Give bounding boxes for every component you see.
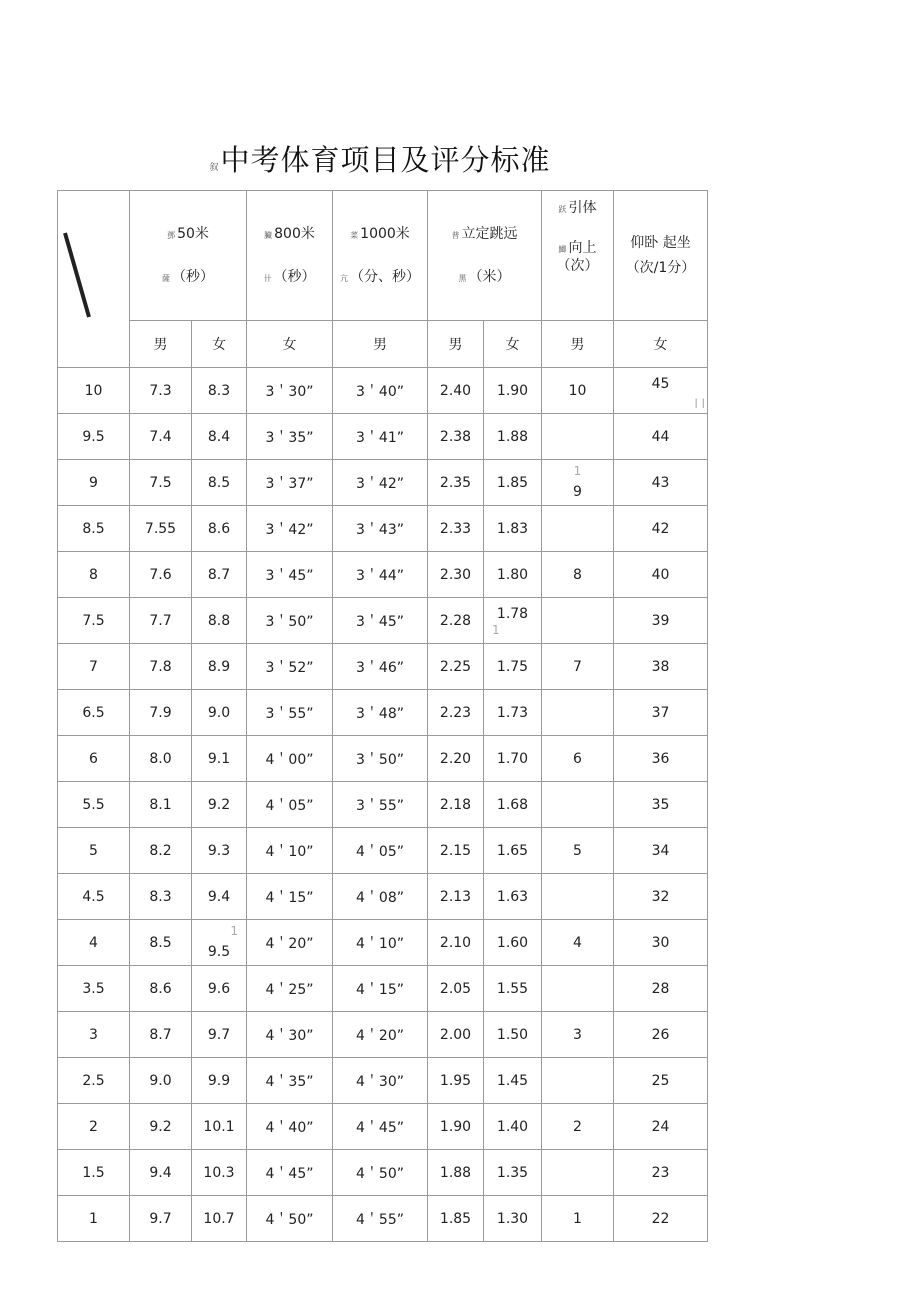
- female-50m-cell: 9.7: [192, 1012, 247, 1058]
- female-jump-cell: 1.88: [484, 414, 542, 460]
- male-1000m-cell: 3＇44”: [333, 552, 428, 598]
- stray-mark: 1: [230, 924, 238, 938]
- female-jump-cell: 1.45: [484, 1058, 542, 1104]
- title-block: [0, 138, 760, 179]
- table-row: [58, 1012, 708, 1058]
- male-pullup-cell: [542, 782, 614, 828]
- male-50m-cell: 8.5: [130, 920, 192, 966]
- diagonal-slash-icon: [62, 231, 92, 321]
- female-50m-cell: 9.1: [192, 736, 247, 782]
- header-pullup: 跃 引体 鯽 向上 （次）: [542, 191, 614, 321]
- female-situp-cell: 23: [614, 1150, 708, 1196]
- score-table: [57, 190, 708, 1242]
- female-jump-cell: 1.78 1: [484, 598, 542, 644]
- female-50m-cell: 9.2: [192, 782, 247, 828]
- gender-label: 男: [333, 321, 428, 368]
- female-50m-cell: 8.8: [192, 598, 247, 644]
- gender-label: 女: [192, 321, 247, 368]
- table-row: [58, 1104, 708, 1150]
- table-row: [58, 966, 708, 1012]
- female-situp-cell: 24: [614, 1104, 708, 1150]
- female-800m-cell: 3＇37”: [247, 460, 333, 506]
- female-800m-cell: 3＇45”: [247, 552, 333, 598]
- male-50m-cell: 8.7: [130, 1012, 192, 1058]
- female-jump-cell: 1.55: [484, 966, 542, 1012]
- header-row-gender: [58, 321, 708, 368]
- male-50m-cell: 7.4: [130, 414, 192, 460]
- female-situp-cell: 39: [614, 598, 708, 644]
- female-jump-cell: 1.30: [484, 1196, 542, 1242]
- header-row-items: [58, 191, 708, 321]
- female-situp-cell: 22: [614, 1196, 708, 1242]
- female-jump-cell: 1.60: [484, 920, 542, 966]
- header-situp: 仰卧 起坐 （次/1分）: [614, 191, 708, 321]
- male-50m-cell: 8.1: [130, 782, 192, 828]
- female-situp-cell: 44: [614, 414, 708, 460]
- male-pullup-cell: 4: [542, 920, 614, 966]
- male-pullup-cell: [542, 506, 614, 552]
- female-50m-cell: 8.7: [192, 552, 247, 598]
- female-situp-cell: 28: [614, 966, 708, 1012]
- male-50m-cell: 8.6: [130, 966, 192, 1012]
- score-cell: 1: [58, 1196, 130, 1242]
- male-1000m-cell: 4＇05”: [333, 828, 428, 874]
- header-run800: 臟 800米 卄 （秒）: [247, 191, 333, 321]
- female-50m-cell: 8.5: [192, 460, 247, 506]
- male-pullup-cell: [542, 414, 614, 460]
- score-cell: 5.5: [58, 782, 130, 828]
- female-situp-cell: 42: [614, 506, 708, 552]
- table-row: [58, 1058, 708, 1104]
- male-50m-cell: 7.6: [130, 552, 192, 598]
- table-row: [58, 782, 708, 828]
- male-1000m-cell: 4＇20”: [333, 1012, 428, 1058]
- male-1000m-cell: 3＇46”: [333, 644, 428, 690]
- female-800m-cell: 4＇40”: [247, 1104, 333, 1150]
- female-situp-cell: 40: [614, 552, 708, 598]
- male-50m-cell: 7.9: [130, 690, 192, 736]
- female-800m-cell: 4＇10”: [247, 828, 333, 874]
- male-50m-cell: 9.4: [130, 1150, 192, 1196]
- score-cell: 8: [58, 552, 130, 598]
- male-jump-cell: 2.13: [428, 874, 484, 920]
- male-1000m-cell: 3＇40”: [333, 368, 428, 414]
- female-800m-cell: 4＇15”: [247, 874, 333, 920]
- table-row: [58, 368, 708, 414]
- female-situp-cell: 38: [614, 644, 708, 690]
- female-800m-cell: 4＇20”: [247, 920, 333, 966]
- male-1000m-cell: 3＇42”: [333, 460, 428, 506]
- female-situp-cell: 25: [614, 1058, 708, 1104]
- male-50m-cell: 8.0: [130, 736, 192, 782]
- female-50m-cell: 9.6: [192, 966, 247, 1012]
- male-pullup-cell: [542, 690, 614, 736]
- table-row: [58, 874, 708, 920]
- gender-label: 男: [130, 321, 192, 368]
- gender-label: 女: [484, 321, 542, 368]
- male-jump-cell: 2.35: [428, 460, 484, 506]
- male-50m-cell: 9.0: [130, 1058, 192, 1104]
- male-1000m-cell: 3＇48”: [333, 690, 428, 736]
- female-jump-cell: 1.35: [484, 1150, 542, 1196]
- female-jump-cell: 1.90: [484, 368, 542, 414]
- female-800m-cell: 3＇50”: [247, 598, 333, 644]
- male-1000m-cell: 4＇08”: [333, 874, 428, 920]
- female-situp-cell: 34: [614, 828, 708, 874]
- female-50m-cell: 8.6: [192, 506, 247, 552]
- male-pullup-cell: [542, 1150, 614, 1196]
- male-jump-cell: 2.28: [428, 598, 484, 644]
- score-cell: 2.5: [58, 1058, 130, 1104]
- female-50m-cell: 9.3: [192, 828, 247, 874]
- female-50m-cell: 8.4: [192, 414, 247, 460]
- male-pullup-cell: 7: [542, 644, 614, 690]
- male-jump-cell: 2.23: [428, 690, 484, 736]
- female-situp-cell: 35: [614, 782, 708, 828]
- table-row: [58, 1150, 708, 1196]
- corner-cell: [58, 191, 130, 368]
- score-cell: 1.5: [58, 1150, 130, 1196]
- female-jump-cell: 1.70: [484, 736, 542, 782]
- score-cell: 6: [58, 736, 130, 782]
- male-1000m-cell: 4＇15”: [333, 966, 428, 1012]
- score-cell: 7: [58, 644, 130, 690]
- male-jump-cell: 2.18: [428, 782, 484, 828]
- male-jump-cell: 1.88: [428, 1150, 484, 1196]
- table-row: [58, 460, 708, 506]
- female-jump-cell: 1.68: [484, 782, 542, 828]
- table-row: [58, 414, 708, 460]
- male-pullup-cell: [542, 1058, 614, 1104]
- male-jump-cell: 2.00: [428, 1012, 484, 1058]
- table-row: [58, 552, 708, 598]
- header-jump: 普 立定跳远 黑 （米）: [428, 191, 542, 321]
- female-800m-cell: 4＇05”: [247, 782, 333, 828]
- male-1000m-cell: 4＇50”: [333, 1150, 428, 1196]
- female-800m-cell: 4＇30”: [247, 1012, 333, 1058]
- female-50m-cell: 10.3: [192, 1150, 247, 1196]
- female-800m-cell: 3＇55”: [247, 690, 333, 736]
- male-jump-cell: 2.33: [428, 506, 484, 552]
- gender-label: 女: [614, 321, 708, 368]
- female-situp-cell: 37: [614, 690, 708, 736]
- female-800m-cell: 4＇45”: [247, 1150, 333, 1196]
- table-row: [58, 644, 708, 690]
- male-50m-cell: 8.3: [130, 874, 192, 920]
- male-pullup-cell: [542, 598, 614, 644]
- male-50m-cell: 9.2: [130, 1104, 192, 1150]
- male-pullup-cell: [542, 966, 614, 1012]
- male-1000m-cell: 4＇55”: [333, 1196, 428, 1242]
- male-50m-cell: 7.55: [130, 506, 192, 552]
- male-50m-cell: 9.7: [130, 1196, 192, 1242]
- male-pullup-cell: 1: [542, 1196, 614, 1242]
- score-cell: 4.5: [58, 874, 130, 920]
- score-cell: 7.5: [58, 598, 130, 644]
- female-jump-cell: 1.80: [484, 552, 542, 598]
- score-cell: 5: [58, 828, 130, 874]
- table-row: [58, 1196, 708, 1242]
- female-jump-cell: 1.85: [484, 460, 542, 506]
- male-jump-cell: 2.20: [428, 736, 484, 782]
- header-run50: 鄧 50米 薩 （秒）: [130, 191, 247, 321]
- stray-mark: l l: [694, 397, 705, 411]
- female-situp-cell: 43: [614, 460, 708, 506]
- score-cell: 4: [58, 920, 130, 966]
- score-cell: 8.5: [58, 506, 130, 552]
- female-jump-cell: 1.75: [484, 644, 542, 690]
- female-jump-cell: 1.65: [484, 828, 542, 874]
- female-50m-cell: 9.4: [192, 874, 247, 920]
- male-1000m-cell: 3＇50”: [333, 736, 428, 782]
- male-1000m-cell: 4＇10”: [333, 920, 428, 966]
- female-situp-cell: 30: [614, 920, 708, 966]
- female-800m-cell: 4＇25”: [247, 966, 333, 1012]
- female-50m-cell: 10.1: [192, 1104, 247, 1150]
- gender-label: 男: [542, 321, 614, 368]
- score-cell: 2: [58, 1104, 130, 1150]
- table-row: [58, 920, 708, 966]
- female-50m-cell: 1 9.5: [192, 920, 247, 966]
- female-situp-cell: 26: [614, 1012, 708, 1058]
- male-50m-cell: 7.7: [130, 598, 192, 644]
- male-1000m-cell: 4＇45”: [333, 1104, 428, 1150]
- score-cell: 3.5: [58, 966, 130, 1012]
- score-cell: 9: [58, 460, 130, 506]
- score-cell: 10: [58, 368, 130, 414]
- male-jump-cell: 2.30: [428, 552, 484, 598]
- title-prefix: 叙: [209, 163, 219, 173]
- male-1000m-cell: 3＇55”: [333, 782, 428, 828]
- stray-mark: 1: [573, 464, 582, 478]
- female-800m-cell: 3＇52”: [247, 644, 333, 690]
- male-50m-cell: 7.5: [130, 460, 192, 506]
- male-pullup-cell: [542, 874, 614, 920]
- male-jump-cell: 2.10: [428, 920, 484, 966]
- male-jump-cell: 1.95: [428, 1058, 484, 1104]
- male-50m-cell: 8.2: [130, 828, 192, 874]
- male-jump-cell: 1.85: [428, 1196, 484, 1242]
- score-cell: 6.5: [58, 690, 130, 736]
- table-row: [58, 828, 708, 874]
- stray-mark: 1: [492, 623, 500, 637]
- male-jump-cell: 2.40: [428, 368, 484, 414]
- female-jump-cell: 1.73: [484, 690, 542, 736]
- male-pullup-cell: 10: [542, 368, 614, 414]
- male-jump-cell: 2.15: [428, 828, 484, 874]
- male-50m-cell: 7.8: [130, 644, 192, 690]
- female-jump-cell: 1.83: [484, 506, 542, 552]
- male-pullup-cell: 5: [542, 828, 614, 874]
- male-50m-cell: 7.3: [130, 368, 192, 414]
- male-1000m-cell: 3＇41”: [333, 414, 428, 460]
- male-pullup-cell: 6: [542, 736, 614, 782]
- female-800m-cell: 4＇00”: [247, 736, 333, 782]
- table-row: [58, 598, 708, 644]
- female-800m-cell: 4＇50”: [247, 1196, 333, 1242]
- male-1000m-cell: 3＇45”: [333, 598, 428, 644]
- male-jump-cell: 2.25: [428, 644, 484, 690]
- female-situp-cell: 45 l l: [614, 368, 708, 414]
- male-pullup-cell: 1 9: [542, 460, 614, 506]
- female-800m-cell: 4＇35”: [247, 1058, 333, 1104]
- male-jump-cell: 1.90: [428, 1104, 484, 1150]
- male-pullup-cell: 3: [542, 1012, 614, 1058]
- table-row: [58, 690, 708, 736]
- female-50m-cell: 10.7: [192, 1196, 247, 1242]
- female-50m-cell: 9.0: [192, 690, 247, 736]
- page-title: 中考体育项目及评分标准: [220, 143, 551, 177]
- female-800m-cell: 3＇42”: [247, 506, 333, 552]
- male-jump-cell: 2.38: [428, 414, 484, 460]
- score-cell: 9.5: [58, 414, 130, 460]
- male-pullup-cell: 2: [542, 1104, 614, 1150]
- female-situp-cell: 36: [614, 736, 708, 782]
- male-1000m-cell: 4＇30”: [333, 1058, 428, 1104]
- female-50m-cell: 8.9: [192, 644, 247, 690]
- header-run1000: 菜 1000米 亢 （分、秒）: [333, 191, 428, 321]
- male-pullup-cell: 8: [542, 552, 614, 598]
- score-cell: 3: [58, 1012, 130, 1058]
- female-50m-cell: 9.9: [192, 1058, 247, 1104]
- table-row: [58, 736, 708, 782]
- male-jump-cell: 2.05: [428, 966, 484, 1012]
- male-1000m-cell: 3＇43”: [333, 506, 428, 552]
- female-50m-cell: 8.3: [192, 368, 247, 414]
- gender-label: 女: [247, 321, 333, 368]
- female-jump-cell: 1.50: [484, 1012, 542, 1058]
- female-jump-cell: 1.63: [484, 874, 542, 920]
- gender-label: 男: [428, 321, 484, 368]
- female-800m-cell: 3＇30”: [247, 368, 333, 414]
- table-row: [58, 506, 708, 552]
- female-jump-cell: 1.40: [484, 1104, 542, 1150]
- female-800m-cell: 3＇35”: [247, 414, 333, 460]
- female-situp-cell: 32: [614, 874, 708, 920]
